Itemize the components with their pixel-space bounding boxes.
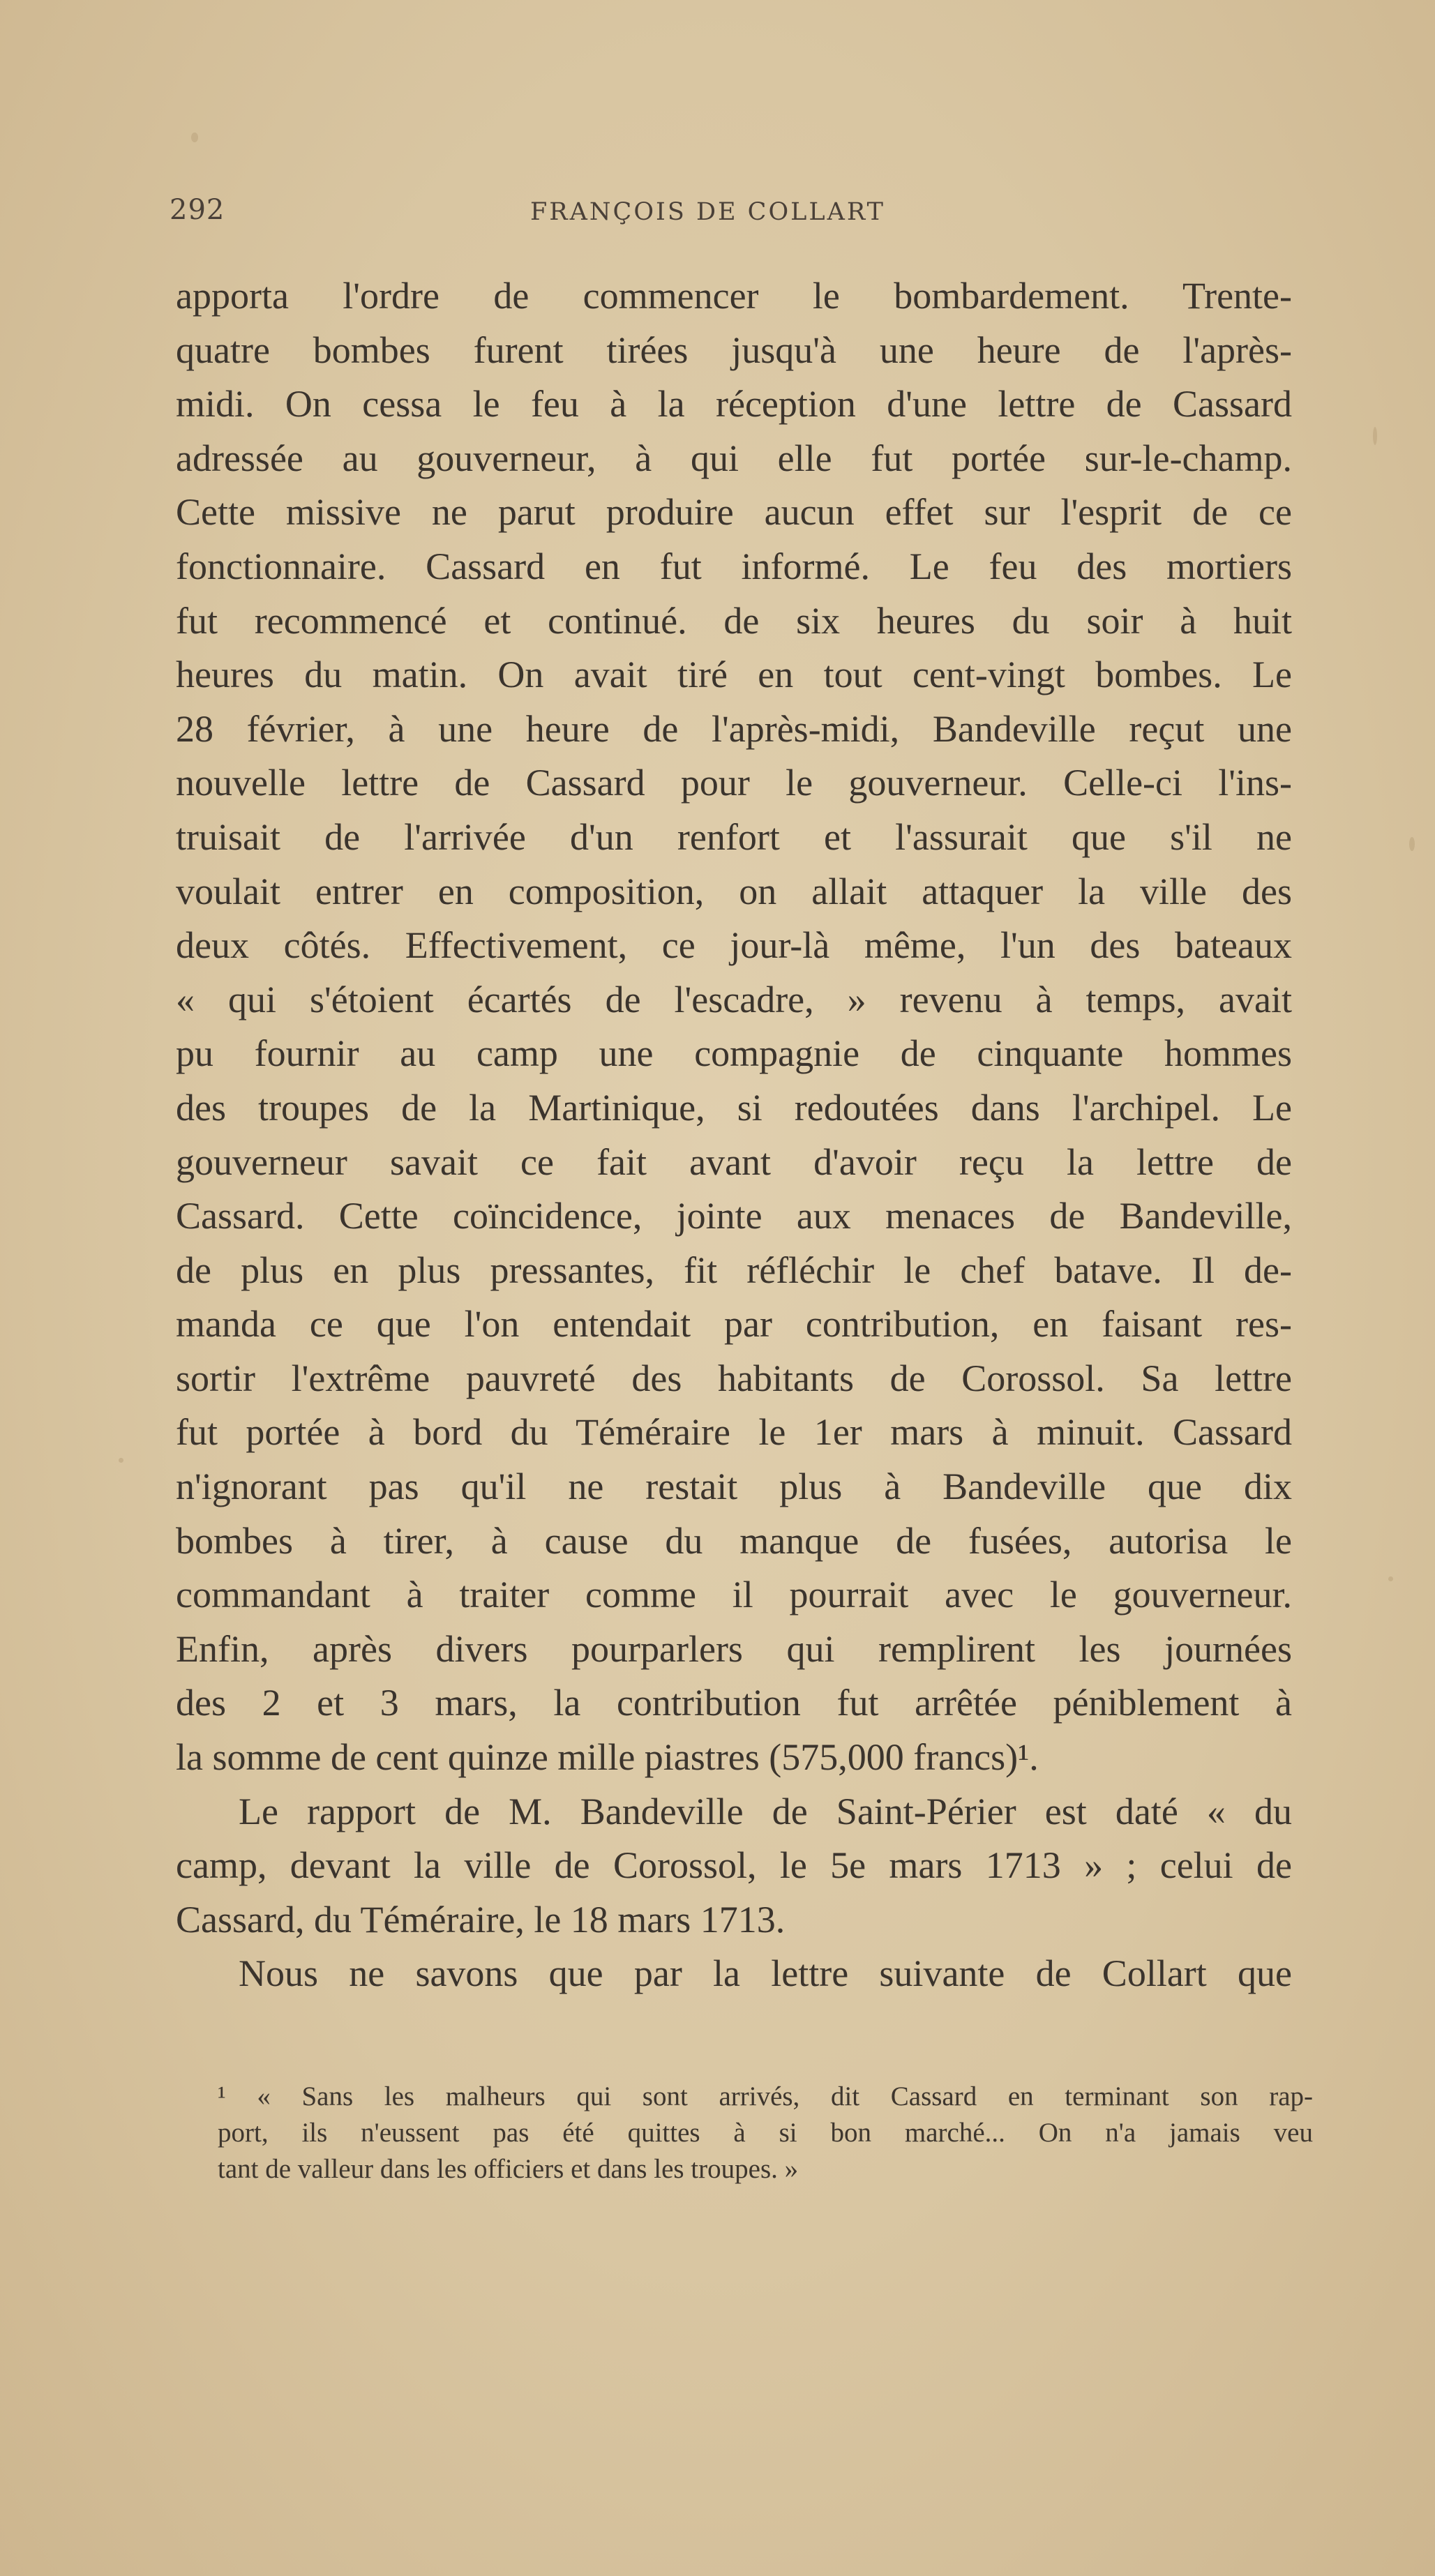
body-text (176, 269, 1292, 2001)
text-line: Nous ne savons que par la lettre suivante de Collart que (239, 1952, 1292, 1995)
text-line: fonctionnaire. Cassard en fut informé. Le feu des mortiers (176, 545, 1292, 587)
footnote (218, 2079, 1313, 2187)
text-line: « qui s'étoient écartés de l'escadre, » revenu à temps, avait (176, 978, 1292, 1020)
text-line: n'ignorant pas qu'il ne restait plus à Bandeville que dix (176, 1466, 1292, 1508)
text-line: camp, devant la ville de Corossol, le 5e mars 1713 » ; celui de (176, 1844, 1292, 1887)
text-line: 28 février, à une heure de l'après-midi, Bandeville reçut une (176, 707, 1292, 750)
running-head: FRANÇOIS DE COLLART (530, 198, 885, 226)
text-line: deux côtés. Effectivement, ce jour-là même, l'un des bateaux (176, 924, 1292, 967)
text-line: fut recommencé et continué. de six heures du soir à huit (176, 599, 1292, 642)
text-line: Cette missive ne parut produire aucun effet sur l'esprit de ce (176, 491, 1292, 534)
paper-stain (1409, 837, 1415, 851)
footnote-line: tant de valleur dans les officiers et dans les troupes. » (218, 2154, 799, 2184)
footnote-line: port, ils n'eussent pas été quittes à si bon marché... On n'a jamais veu (218, 2118, 1313, 2148)
paper-stain (1373, 427, 1377, 445)
text-line: fut portée à bord du Téméraire le 1er mars à minuit. Cassard (176, 1411, 1292, 1454)
text-line: sortir l'extrême pauvreté des habitants de Corossol. Sa lettre (176, 1357, 1292, 1399)
text-line: de plus en plus pressantes, fit réfléchir le chef batave. Il de- (176, 1249, 1292, 1291)
text-line: voulait entrer en composition, on allait attaquer la ville des (176, 870, 1292, 912)
text-line: gouverneur savait ce fait avant d'avoir reçu la lettre de (176, 1140, 1292, 1183)
text-line: la somme de cent quinze mille piastres (575,000 francs)¹. (176, 1736, 1039, 1779)
text-line: bombes à tirer, à cause du manque de fusées, autorisa le (176, 1519, 1292, 1562)
paper-stain (1388, 1576, 1393, 1581)
text-line: heures du matin. On avait tiré en tout cent-vingt bombes. Le (176, 654, 1292, 696)
text-line: truisait de l'arrivée d'un renfort et l'assurait que s'il ne (176, 815, 1292, 858)
text-line: midi. On cessa le feu à la réception d'une lettre de Cassard (176, 383, 1292, 425)
text-line: quatre bombes furent tirées jusqu'à une heure de l'après- (176, 329, 1292, 371)
text-line: Enfin, après divers pourparlers qui remplirent les journées (176, 1627, 1292, 1670)
paper-stain (119, 1458, 123, 1463)
text-line: Cassard, du Téméraire, le 18 mars 1713. (176, 1898, 786, 1941)
text-line: manda ce que l'on entendait par contribution, en faisant res- (176, 1303, 1292, 1346)
page-number: 292 (170, 194, 225, 226)
text-line: Le rapport de M. Bandeville de Saint-Périer est daté « du (239, 1790, 1292, 1832)
paper-stain (191, 133, 198, 142)
text-line: nouvelle lettre de Cassard pour le gouverneur. Celle-ci l'ins- (176, 762, 1292, 804)
text-line: apporta l'ordre de commencer le bombardement. Trente- (176, 275, 1292, 317)
text-line: Cassard. Cette coïncidence, jointe aux menaces de Bandeville, (176, 1195, 1292, 1237)
text-line: des 2 et 3 mars, la contribution fut arrêtée péniblement à (176, 1682, 1292, 1724)
text-line: commandant à traiter comme il pourrait avec le gouverneur. (176, 1574, 1292, 1616)
text-line: des troupes de la Martinique, si redoutées dans l'archipel. Le (176, 1086, 1292, 1129)
text-line: pu fournir au camp une compagnie de cinquante hommes (176, 1032, 1292, 1075)
page-header (0, 194, 1435, 230)
footnote-line: ¹ « Sans les malheurs qui sont arrivés, dit Cassard en terminant son rap- (218, 2081, 1313, 2111)
text-line: adressée au gouverneur, à qui elle fut portée sur-le-champ. (176, 437, 1292, 479)
